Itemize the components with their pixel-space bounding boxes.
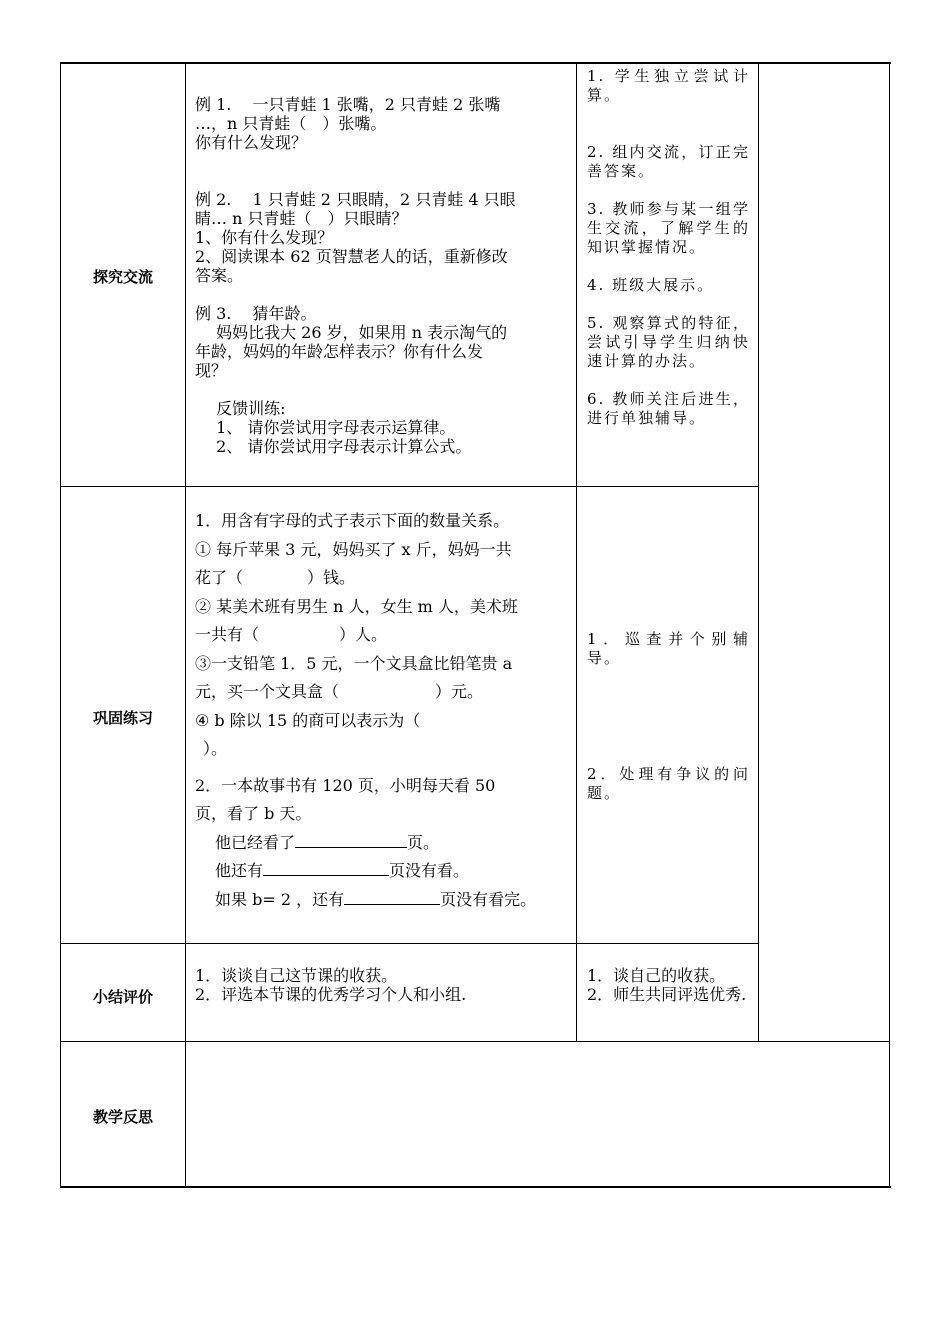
summary-note-2: 2．师生共同评选优秀. (587, 985, 747, 1004)
right-column-divider (758, 62, 759, 1042)
question-1-title: 1．用含有字母的式子表示下面的数量关系。 (195, 511, 510, 530)
example-3-line-3: 现？ (195, 361, 228, 380)
summary-note-1: 1．谈自己的收获。 (587, 966, 726, 985)
answer-blank-pages-left[interactable] (263, 860, 389, 876)
explore-note-6: 6. 教师关注后进生，进行单独辅导。 (587, 390, 750, 427)
question-2c (195, 886, 571, 915)
question-1b-line-2: 一共有（ ）人。 (195, 625, 388, 644)
question-2b (195, 857, 571, 886)
middle-column-divider (576, 62, 577, 1042)
question-1a-line-1: ① 每斤苹果 3 元，妈妈买了 x 斤，妈妈一共 (195, 539, 512, 559)
summary-teacher-notes (587, 966, 753, 1004)
question-1c-line-2: 元，买一个文具盒（ ）元。 (195, 682, 484, 701)
label-column-divider (185, 62, 186, 1188)
example-3-title: 例 3. 猜年龄。 (195, 304, 317, 323)
explore-note-3: 3. 教师参与某一组学生交流，了解学生的知识掌握情况。 (587, 200, 750, 256)
example-1-line-1: 例 1. 一只青蛙 1 张嘴，2 只青蛙 2 张嘴 (195, 95, 501, 114)
question-1a-line-2: 花了（ ）钱。 (195, 568, 356, 587)
question-2b-suffix: 页没有看。 (389, 861, 470, 880)
example-2-line-1: 例 2. 1 只青蛙 2 只眼睛，2 只青蛙 4 只眼 (195, 190, 516, 209)
practice-note-2-box (587, 765, 750, 803)
question-1b-line-1: ② 某美术班有男生 n 人，女生 m 人，美术班 (195, 596, 518, 616)
answer-blank-pages-remaining[interactable] (344, 889, 440, 905)
reflection-content-area[interactable] (187, 1043, 888, 1185)
question-2c-prefix: 如果 b= 2 ，还有 (215, 889, 345, 909)
example-2-line-2: 睛… n 只青蛙（ ）只眼睛？ (195, 209, 408, 228)
table-left-border (60, 62, 61, 1188)
table-right-border (889, 62, 890, 1188)
practice-note-1: 1．巡查并个别辅导。 (587, 630, 750, 667)
row-label-explore: 探究交流 (92, 268, 153, 286)
example-3-line-2: 年龄，妈妈的年龄怎样表示？你有什么发 (195, 342, 484, 361)
example-1-question: 你有什么发现？ (195, 133, 308, 152)
question-1d-line-1: ④ b 除以 15 的商可以表示为（ (195, 710, 421, 730)
practice-content (195, 507, 571, 914)
example-2-question-2: 2、阅读课本 62 页智慧老人的话，重新修改 (195, 247, 508, 266)
example-3-line-1: 妈妈比我大 26 岁，如果用 n 表示淘气的 (195, 323, 508, 342)
feedback-item-2: 2、 请你尝试用字母表示计算公式。 (195, 437, 472, 456)
summary-content (195, 966, 571, 1004)
question-2-line-1: 2．一本故事书有 120 页，小明每天看 50 (195, 775, 496, 795)
row-divider-2 (60, 943, 759, 944)
feedback-item-1: 1、 请你尝试用字母表示运算律。 (195, 418, 456, 437)
explore-note-5: 5. 观察算式的特征，尝试引导学生归纳快速计算的办法。 (587, 314, 750, 370)
question-1c-line-1: ③一支铅笔 1．5 元，一个文具盒比铅笔贵 a (195, 653, 513, 673)
answer-blank-pages-read[interactable] (295, 832, 407, 848)
practice-note-1-box (587, 630, 750, 668)
summary-item-2: 2．评选本节课的优秀学习个人和小组. (195, 985, 467, 1004)
question-2c-suffix: 页没有看完。 (440, 889, 537, 909)
question-2a-prefix: 他已经看了 (215, 832, 296, 852)
question-2-line-2: 页，看了 b 天。 (195, 804, 312, 823)
summary-item-1: 1．谈谈自己这节课的收获。 (195, 966, 398, 985)
practice-note-2: 2．处理有争议的问题。 (587, 765, 750, 802)
row-label-practice: 巩固练习 (92, 709, 153, 727)
explore-note-2: 2. 组内交流，订正完善答案。 (587, 143, 750, 180)
example-2-question-1: 1、你有什么发现？ (195, 228, 334, 247)
question-1d-line-2: ）。 (203, 739, 228, 758)
question-2a (195, 829, 571, 858)
row-label-summary: 小结评价 (92, 988, 153, 1006)
explore-note-1: 1. 学生独立尝试计算。 (587, 67, 750, 104)
question-2a-suffix: 页。 (407, 832, 440, 852)
row-divider-1 (60, 486, 759, 487)
example-1-line-2: …，n 只青蛙（ ）张嘴。 (195, 114, 387, 133)
explore-content (195, 95, 571, 456)
row-divider-3 (60, 1041, 890, 1042)
explore-note-4: 4. 班级大展示。 (587, 276, 715, 294)
feedback-title: 反馈训练: (195, 399, 286, 418)
row-label-reflection: 教学反思 (92, 1108, 153, 1126)
explore-teacher-notes (587, 67, 750, 428)
question-2b-prefix: 他还有 (215, 861, 264, 880)
example-2-question-2-cont: 答案。 (195, 266, 244, 285)
